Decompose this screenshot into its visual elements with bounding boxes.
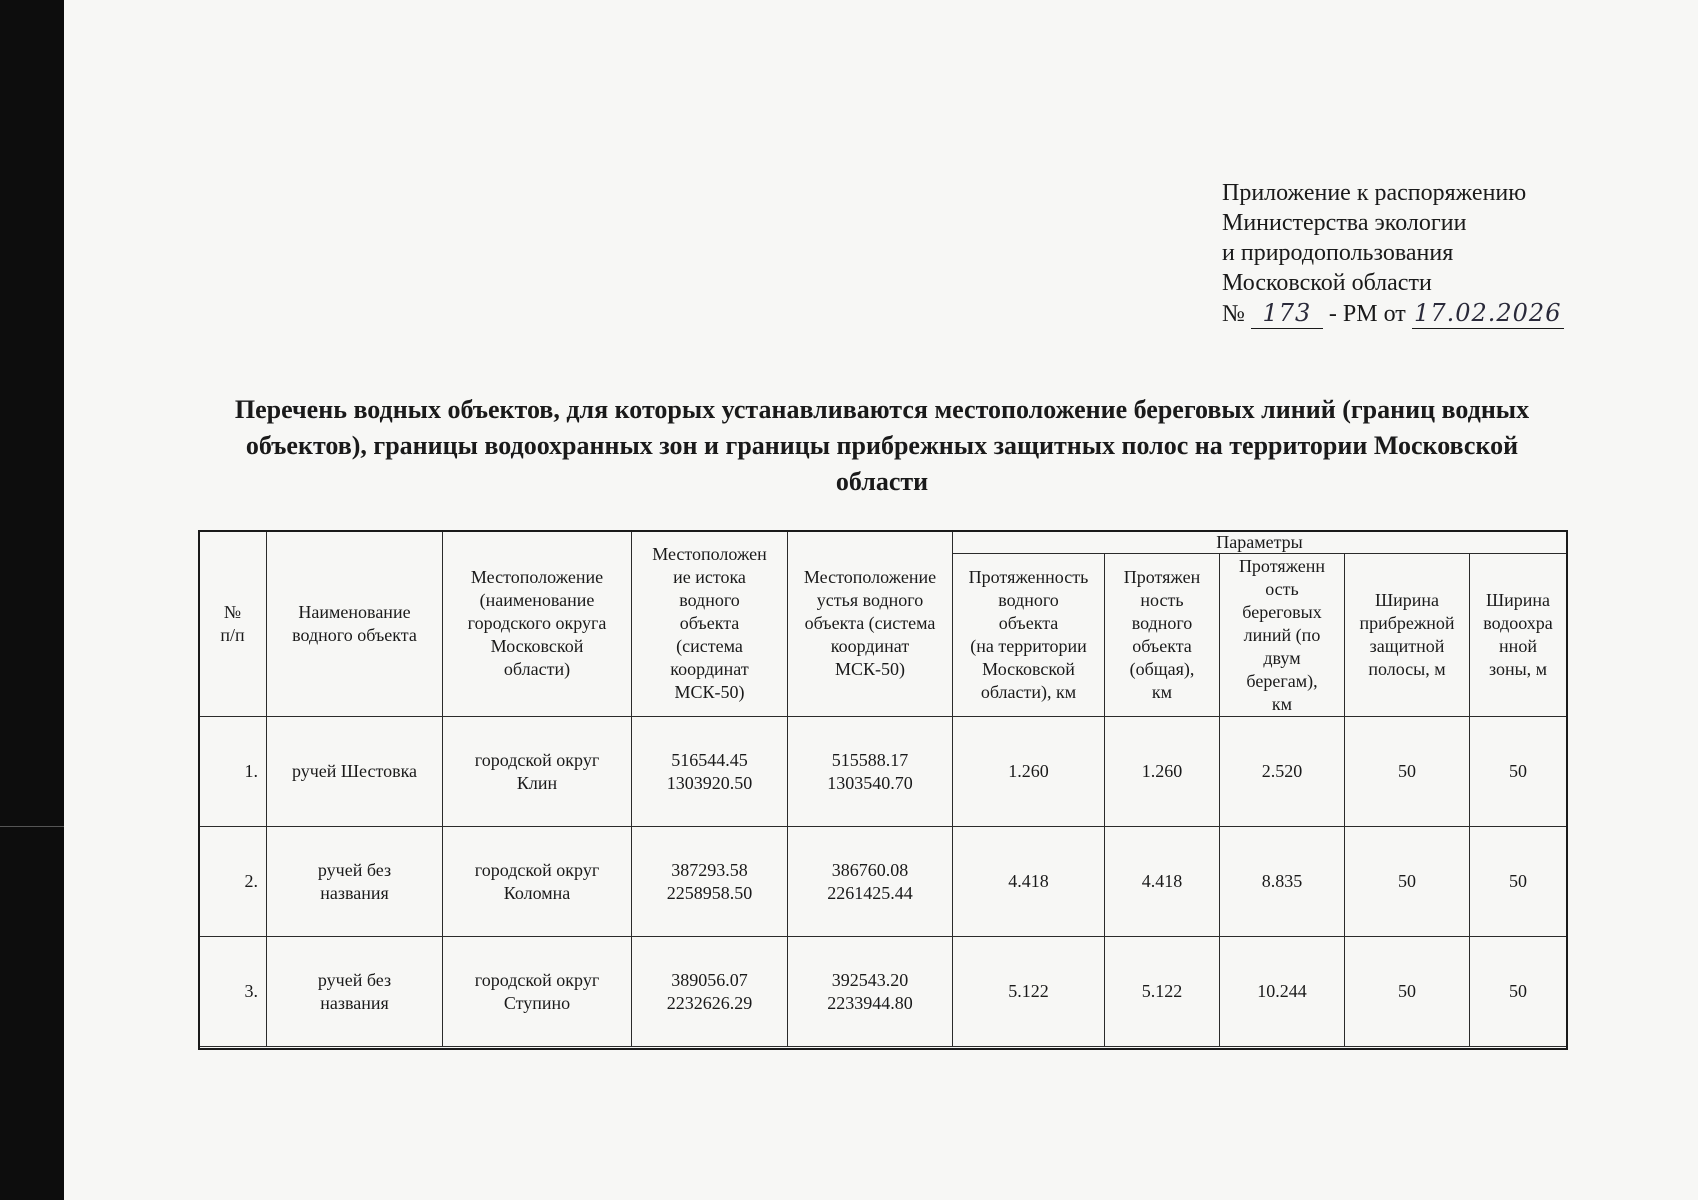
water-objects-table xyxy=(198,530,1567,1047)
cell-length-total: 4.418 xyxy=(1105,827,1220,937)
header-shore-length: Протяженн ость береговых линий (по двум берегам), км xyxy=(1220,554,1345,717)
cell-length-region: 1.260 xyxy=(953,717,1105,827)
order-date: 17.02.2026 xyxy=(1412,298,1564,329)
cell-length-total: 1.260 xyxy=(1105,717,1220,827)
cell-num: 1. xyxy=(199,717,267,827)
header-length-total: Протяжен ность водного объекта (общая), км xyxy=(1105,554,1220,717)
cell-coastal-width: 50 xyxy=(1345,827,1470,937)
cell-coastal-width: 50 xyxy=(1345,717,1470,827)
cell-length-region: 5.122 xyxy=(953,937,1105,1047)
order-number: 173 xyxy=(1251,298,1323,329)
cell-source: 516544.45 1303920.50 xyxy=(632,717,788,827)
cell-mouth: 386760.08 2261425.44 xyxy=(788,827,953,937)
cell-source: 389056.07 2232626.29 xyxy=(632,937,788,1047)
approval-block xyxy=(1222,178,1642,329)
cell-mouth: 515588.17 1303540.70 xyxy=(788,717,953,827)
cell-name: ручей без названия xyxy=(267,827,443,937)
cell-coastal-width: 50 xyxy=(1345,937,1470,1047)
cell-water-zone-width: 50 xyxy=(1470,937,1567,1047)
header-length-region: Протяженность водного объекта (на территории Московской области), км xyxy=(953,554,1105,717)
document-title xyxy=(192,392,1572,500)
header-row-top xyxy=(199,531,1567,554)
cell-length-region: 4.418 xyxy=(953,827,1105,937)
water-objects-table-wrap xyxy=(198,530,1567,1047)
approval-line-4: Московской области xyxy=(1222,270,1432,296)
title-line-1: Перечень водных объектов, для которых устанавливаются местоположение береговых линий (границ водных xyxy=(234,395,1530,424)
cell-location: городской округ Коломна xyxy=(443,827,632,937)
cell-location: городской округ Клин xyxy=(443,717,632,827)
header-location: Местоположение (наименование городского округа Московской области) xyxy=(443,531,632,717)
cell-length-total: 5.122 xyxy=(1105,937,1220,1047)
title-line-3: области xyxy=(835,467,929,496)
rm-label: - РМ от xyxy=(1328,301,1406,327)
approval-line-2: Министерства экологии xyxy=(1222,210,1467,236)
scan-border-mark xyxy=(0,826,64,827)
cell-num: 2. xyxy=(199,827,267,937)
cell-shore-length: 8.835 xyxy=(1220,827,1345,937)
table-row xyxy=(199,827,1567,937)
cell-water-zone-width: 50 xyxy=(1470,827,1567,937)
approval-line-1: Приложение к распоряжению xyxy=(1222,180,1527,206)
cell-num: 3. xyxy=(199,937,267,1047)
header-water-zone-width: Ширина водоохра нной зоны, м xyxy=(1470,554,1567,717)
header-name: Наименование водного объекта xyxy=(267,531,443,717)
cell-mouth: 392543.20 2233944.80 xyxy=(788,937,953,1047)
header-mouth: Местоположение устья водного объекта (система координат МСК-50) xyxy=(788,531,953,717)
cell-name: ручей без названия xyxy=(267,937,443,1047)
table-row xyxy=(199,717,1567,827)
title-line-2: объектов), границы водоохранных зон и границы прибрежных защитных полос на территории Московской xyxy=(245,431,1519,460)
cell-name: ручей Шестовка xyxy=(267,717,443,827)
approval-line-3: и природопользования xyxy=(1222,240,1454,266)
scan-border xyxy=(0,0,64,1200)
header-num: № п/п xyxy=(199,531,267,717)
header-source: Местоположен ие истока водного объекта (система координат МСК-50) xyxy=(632,531,788,717)
cell-shore-length: 2.520 xyxy=(1220,717,1345,827)
header-coastal-width: Ширина прибрежной защитной полосы, м xyxy=(1345,554,1470,717)
cell-source: 387293.58 2258958.50 xyxy=(632,827,788,937)
cell-location: городской округ Ступино xyxy=(443,937,632,1047)
cell-shore-length: 10.244 xyxy=(1220,937,1345,1047)
table-row xyxy=(199,937,1567,1047)
cell-water-zone-width: 50 xyxy=(1470,717,1567,827)
number-sign: № xyxy=(1222,301,1245,327)
approval-number-line xyxy=(1222,298,1642,329)
header-parameters: Параметры xyxy=(953,531,1567,554)
